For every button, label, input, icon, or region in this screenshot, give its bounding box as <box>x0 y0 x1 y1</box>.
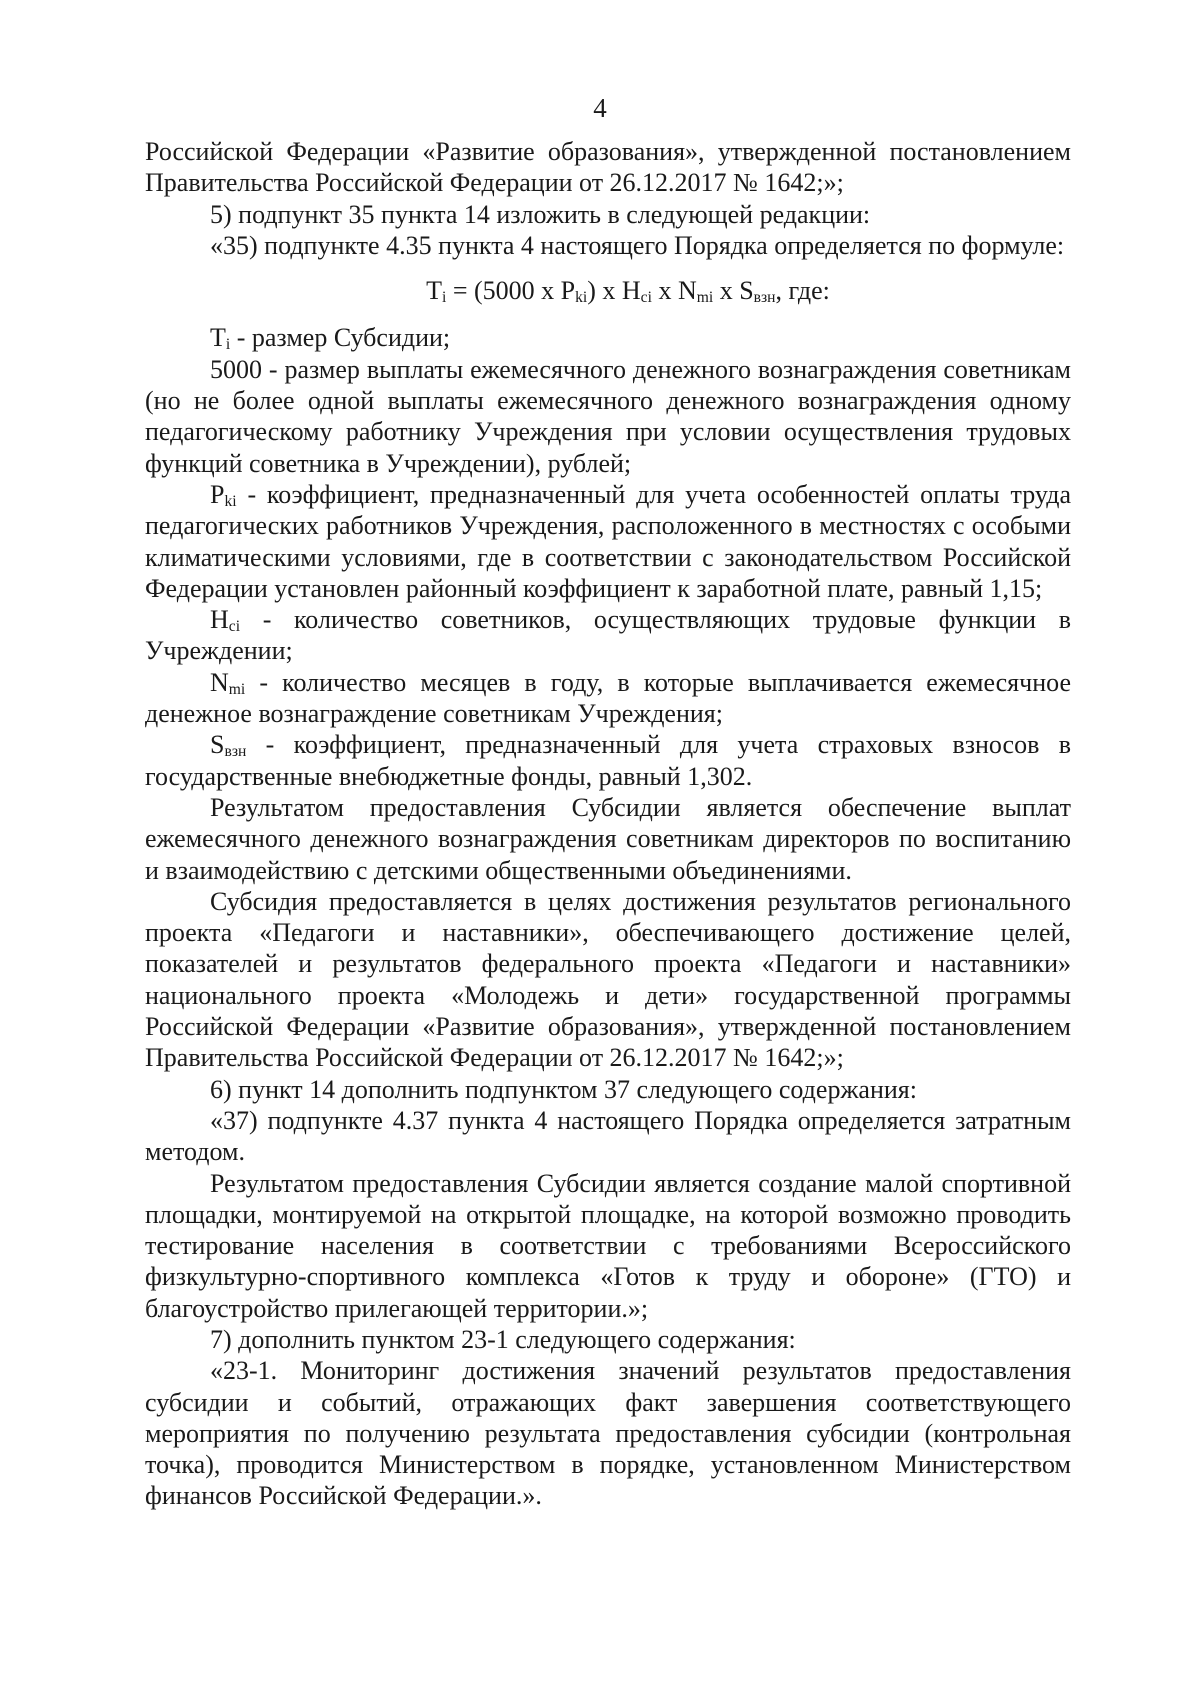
formula-part: , где: <box>775 276 830 306</box>
formula <box>145 275 1071 306</box>
paragraph-item-7: 7) дополнить пунктом 23-1 следующего содержания: <box>210 1324 796 1354</box>
symbol-sub: взн <box>224 743 247 761</box>
paragraph-item-6: 6) пункт 14 дополнить подпунктом 37 следующего содержания: <box>210 1074 917 1104</box>
paragraph-subsidy-goal: Субсидия предоставляется в целях достижения результатов регионального проекта «Педагоги и наставники», обеспечивающего достижение целей, показателей и результатов федерального проекта «Педагоги и наставники» национального проекта «Молодежь и дети» государственной программы Российской Федерации «Развитие образования», утвержденной постановлением Правительства Российской Федерации от 26.12.2017 № 1642;»; <box>145 886 1071 1073</box>
definition-n <box>145 667 1071 730</box>
definition-s <box>145 729 1071 792</box>
definition-text: - количество месяцев в году, в которые выплачивается ежемесячное денежное вознаграждение советникам Учреждения; <box>145 667 1071 729</box>
paragraph-continuation: Российской Федерации «Развитие образования», утвержденной постановлением Правительства Российской Федерации от 26.12.2017 № 1642;»; <box>145 137 1071 198</box>
definition-p <box>145 479 1071 604</box>
definition-text: - коэффициент, предназначенный для учета особенностей оплаты труда педагогических работников Учреждения, расположенного в местностях с особыми климатическими условиями, где в соответствии с законодательством Российской Федерации установлен районный коэффициент к заработной плате, равный 1,15; <box>145 479 1071 603</box>
symbol: S <box>210 730 225 760</box>
paragraph-item-23-1: «23-1. Мониторинг достижения значений результатов предоставления субсидии и событий, отражающих факт завершения соответствующего мероприятия по получению результата предоставления субсидии (контрольная точка), проводится Министерством в порядке, установленном Министерством финансов Российской Федерации.». <box>145 1356 1071 1511</box>
symbol-sub: i <box>225 336 231 354</box>
definition-h <box>145 604 1071 667</box>
symbol: N <box>210 667 229 697</box>
symbol: H <box>210 605 229 635</box>
formula-h-sub: ci <box>640 289 652 307</box>
symbol: P <box>210 479 225 509</box>
formula-p-sub: ki <box>575 289 588 307</box>
paragraph-result-sport: Результатом предоставления Субсидии является создание малой спортивной площадки, монтируемой на открытой площадке, на которой возможно проводить тестирование населения в соответствии с требованиями Всероссийского физкультурно-спортивного комплекса «Готов к труду и обороне» (ГТО) и благоустройство прилегающей территории.»; <box>145 1168 1071 1323</box>
formula-part: = (5000 x P <box>446 276 576 306</box>
definition-t <box>145 322 1071 353</box>
definition-text: - коэффициент, предназначенный для учета страховых взносов в государственные внебюджетные фонды, равный 1,302. <box>145 730 1071 791</box>
formula-t-sub: i <box>441 289 447 307</box>
definition-text: - количество советников, осуществляющих трудовые функции в Учреждении; <box>145 605 1071 666</box>
formula-part: x S <box>713 276 754 306</box>
symbol: T <box>210 323 226 353</box>
formula-s-sub: взн <box>753 289 776 307</box>
symbol-sub: ki <box>224 493 237 511</box>
paragraph-result: Результатом предоставления Субсидии является обеспечение выплат ежемесячного денежного вознаграждения советникам директоров по воспитанию и взаимодействию с детскими общественными объединениями. <box>145 792 1071 885</box>
paragraph-subitem-35: «35) подпункте 4.35 пункта 4 настоящего Порядка определяется по формуле: <box>210 230 1065 260</box>
definition-5000: 5000 - размер выплаты ежемесячного денежного вознаграждения советникам (но не более одной выплаты ежемесячного денежного вознаграждения одному педагогическому работнику Учреждения при условии осуществления трудовых функций советника в Учреждении), рублей; <box>145 354 1071 478</box>
formula-part: x N <box>651 276 697 306</box>
paragraph-subitem-37: «37) подпункте 4.37 пункта 4 настоящего Порядка определяется затратным методом. <box>145 1105 1071 1167</box>
formula-part: ) x H <box>587 276 641 306</box>
document-body <box>145 136 1071 1512</box>
page-number: 4 <box>593 93 607 123</box>
symbol-sub: mi <box>228 680 246 698</box>
definition-text: - размер Субсидии; <box>230 323 451 353</box>
symbol-sub: ci <box>228 618 241 636</box>
paragraph-item-5: 5) подпункт 35 пункта 14 изложить в следующей редакции: <box>210 199 871 229</box>
formula-n-sub: mi <box>696 289 714 307</box>
formula-t: T <box>426 276 442 306</box>
